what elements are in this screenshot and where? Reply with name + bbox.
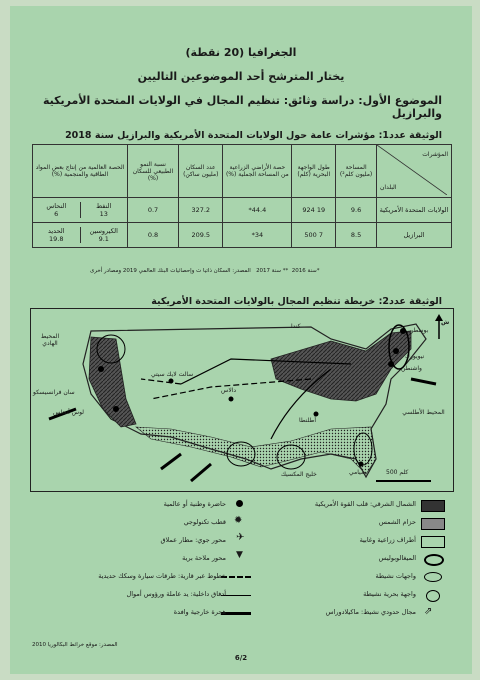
area-cell: 8.5 — [336, 223, 377, 248]
header-area: المساحة (مليون كلم²) — [336, 145, 377, 198]
footer-source: المصدر: موقع خرائط البكالوريا 2010 — [32, 642, 118, 648]
legend-megalopolis-swatch — [424, 554, 444, 566]
legend-facades-swatch — [424, 572, 442, 582]
topic-title: الموضوع الأول: دراسة وثائق: تنظيم المجال في الولايات المتحدة الأمريكية والبرازيل — [42, 94, 442, 120]
source-text: المصدر: السكان ذاتيا ت وإحصائيات البنك العالمي 2019 ومصادر أخرى — [90, 268, 251, 274]
legend-metropolis-swatch — [236, 500, 243, 507]
city-saltlake — [169, 379, 174, 384]
corner-bottom-label: البلدان — [380, 184, 397, 191]
coast-cell: 19 924 — [292, 198, 336, 223]
coast-cell: 7 500 — [292, 223, 336, 248]
label-dallas: دالاس — [221, 387, 237, 394]
label-atlantic: المحيط الأطلسي — [402, 409, 445, 416]
country-cell: الولايات المتحدة الأمريكية — [377, 198, 452, 223]
resource-name: الكيروسين — [89, 227, 118, 235]
city-dallas — [229, 397, 234, 402]
label-sanfrancisco: سان فرانسيسكو — [33, 389, 75, 396]
immigration-arrow — [411, 379, 436, 384]
resource-name: النفط — [96, 202, 112, 210]
header-agri: حصة الأراضي الزراعية من المساحة الجملية (%) — [223, 145, 292, 198]
city-boston — [400, 328, 406, 334]
legend-margins: أطراف زراعية وغابية — [359, 536, 416, 544]
agri-value: 44.4 — [251, 206, 267, 214]
usa-map — [30, 308, 454, 492]
label-atlanta: أطلنطا — [299, 417, 316, 424]
immigration-arrow — [161, 454, 181, 469]
agri-value: 34 — [254, 231, 264, 239]
page-number: 6/2 — [234, 654, 248, 662]
resources-cell — [33, 223, 128, 248]
legend-navhub: محور ملاحة برية — [182, 554, 226, 562]
legend-megalopolis: الميغالوبوليس — [378, 554, 416, 562]
west-coast-core — [89, 337, 136, 427]
resources-cell — [33, 198, 128, 223]
legend-sunbelt-swatch — [421, 518, 445, 530]
exam-page — [10, 6, 472, 674]
table-header-row — [33, 145, 452, 198]
transcontinental-line — [141, 379, 181, 384]
city-newyork — [393, 348, 399, 354]
header-coast: طول الواجهة البحرية (كلم) — [292, 145, 336, 198]
corner-cell — [377, 145, 452, 198]
legend-transcontinental: خطوط عبر قارية: طرقات سيارة وسكك حديدية — [98, 572, 226, 580]
resource-item — [80, 227, 128, 243]
resource-name: الحديد — [47, 227, 65, 235]
legend-margins-swatch — [421, 536, 445, 548]
country-cell: البرازيل — [377, 223, 452, 248]
legend-facades: واجهات نشيطة — [375, 572, 416, 580]
agri-cell: 34* — [223, 223, 292, 248]
legend-sunbelt: حزام الشمس — [378, 518, 416, 526]
resource-item — [33, 227, 80, 243]
table-row — [33, 223, 452, 248]
label-saltlake: سالت لايك سيتي — [151, 371, 194, 378]
legend-immigration: هجرة خارجية وافدة — [173, 608, 226, 616]
label-canada: كندا — [291, 323, 301, 330]
label-miami: ميامي — [349, 469, 365, 476]
agri-cell: 44.4* — [223, 198, 292, 223]
label-pacific: المحيط الهادي — [40, 333, 60, 347]
city-sanfrancisco — [98, 366, 104, 372]
legend-internal-flow: أدفاق داخلية: يد عاملة ورؤوس أموال — [126, 590, 226, 598]
label-scale: 500 كلم — [386, 469, 409, 476]
resource-name: النحاس — [46, 202, 67, 210]
legend-seafront: واجهة بحرية نشيطة — [363, 590, 416, 598]
header-growth: نسبة النمو الطبيعي للسكان (%) — [128, 145, 179, 198]
city-washington — [388, 361, 394, 367]
header-pop: عدد السكان (مليون ساكن) — [179, 145, 223, 198]
header-resources: الحصة العالمية من إنتاج بعض المواد الطاقية والمنجمية (%) — [33, 145, 128, 198]
legend-airhub-swatch: ✈ — [236, 532, 245, 543]
immigration-arrow — [191, 464, 211, 481]
label-gulf: خليج المكسيك — [281, 471, 317, 478]
corner-top-label: المؤشرات — [422, 151, 448, 158]
resource-value: 6 — [54, 210, 59, 218]
note-year2: ** سنة 2017 — [256, 268, 289, 274]
area-cell: 9.6 — [336, 198, 377, 223]
resource-item — [80, 202, 128, 218]
legend-techpole: قطب تكنولوجي — [183, 518, 226, 526]
resource-value: 19.8 — [49, 235, 64, 243]
legend-metropolis: حاضرة وطنية أو عالمية — [163, 500, 226, 508]
label-newyork: نيويورك — [405, 353, 425, 360]
legend-seafront-swatch — [426, 590, 440, 602]
city-losangeles — [113, 406, 119, 412]
resource-value: 9.1 — [98, 235, 109, 243]
label-washington: واشنطن — [401, 365, 422, 372]
resource-value: 13 — [99, 210, 108, 218]
indicators-table — [32, 144, 452, 248]
growth-cell: 0.7 — [128, 198, 179, 223]
legend-airhub: محور جوي: مطار عملاق — [160, 536, 226, 544]
sunbelt — [136, 427, 376, 474]
legend-core: الشمال الشرقي: قلب القوة الأمريكية — [314, 500, 416, 508]
resource-item — [33, 202, 80, 218]
label-north: ش — [441, 319, 450, 326]
map-graphic — [31, 309, 453, 491]
map-legend — [26, 500, 456, 640]
doc1-title: الوثيقة عدد1: مؤشرات عامة حول الولايات المتحدة الأمريكية والبرازيل سنة 2018 — [65, 130, 442, 141]
city-miami — [359, 462, 364, 467]
doc1-source — [90, 268, 320, 274]
legend-border: مجال حدودي نشيط: ماكيلادوراس — [325, 608, 416, 616]
legend-border-swatch: ⇗ — [424, 606, 433, 617]
legend-core-swatch — [421, 500, 445, 512]
city-atlanta — [314, 412, 319, 417]
table-row — [33, 198, 452, 223]
exam-title: الجغرافيا (20 نقطة) — [185, 46, 297, 59]
pop-cell: 327.2 — [179, 198, 223, 223]
legend-navhub-swatch: ▼ — [236, 550, 243, 560]
exam-instruction: يختار المترشح أحد الموضوعين التاليين — [137, 70, 345, 83]
label-losangeles: لوس أنجلس — [53, 409, 85, 416]
legend-techpole-swatch: ✹ — [234, 515, 243, 526]
note-year: *سنة 2016 — [291, 268, 320, 274]
growth-cell: 0.8 — [128, 223, 179, 248]
doc2-title: الوثيقة عدد2: خريطة تنظيم المجال بالولايات المتحدة الأمريكية — [151, 296, 442, 307]
pop-cell: 209.5 — [179, 223, 223, 248]
label-boston: بوسطن — [409, 327, 429, 334]
